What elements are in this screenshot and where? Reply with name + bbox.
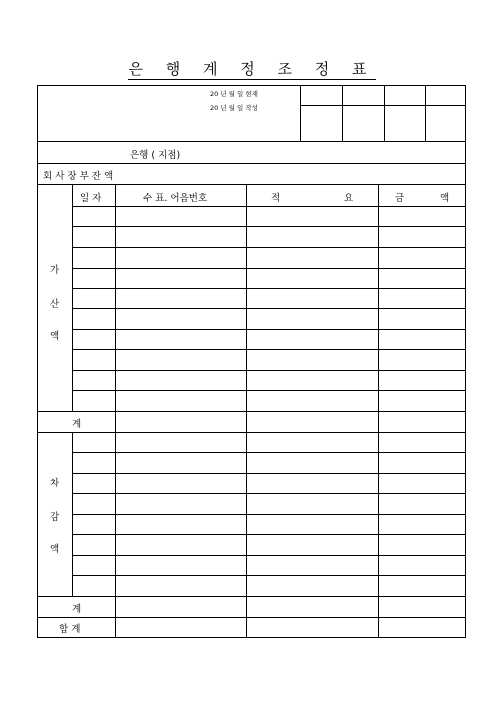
vline-date-left: [72, 184, 73, 411]
col-memo-right: 요: [344, 193, 354, 204]
as-of-date-line: 20 년 월 일 현재: [210, 90, 258, 98]
deductions-label-1: 차: [50, 478, 60, 489]
frame-left: [37, 85, 38, 638]
deductions-label-3: 액: [50, 544, 60, 555]
additions-label-3: 액: [50, 331, 60, 342]
bank-branch-line: 은행 ( 지점): [130, 150, 181, 161]
col-amount-right: 액: [440, 193, 450, 204]
written-date-line: 20 년 월 일 작성: [210, 104, 258, 112]
col-amount-left: 금: [395, 193, 405, 204]
deductions-label-2: 감: [50, 512, 60, 523]
col-memo-left: 적: [271, 193, 281, 204]
col-check-number: 수 표. 어음번호: [143, 193, 208, 204]
frame-bottom: [37, 637, 466, 638]
company-book-balance-label: 회 사 장 부 잔 액: [43, 171, 114, 182]
subtotal-deductions-label: 계: [72, 604, 82, 615]
grand-total-label: 합 계: [59, 624, 81, 635]
subtotal-additions-label: 계: [72, 419, 82, 430]
additions-label-1: 가: [50, 265, 60, 276]
additions-label-2: 산: [50, 299, 60, 310]
page-title: 은 행 계 정 조 정 표: [128, 60, 376, 78]
frame-top: [37, 85, 466, 86]
col-date: 일 자: [80, 193, 102, 204]
